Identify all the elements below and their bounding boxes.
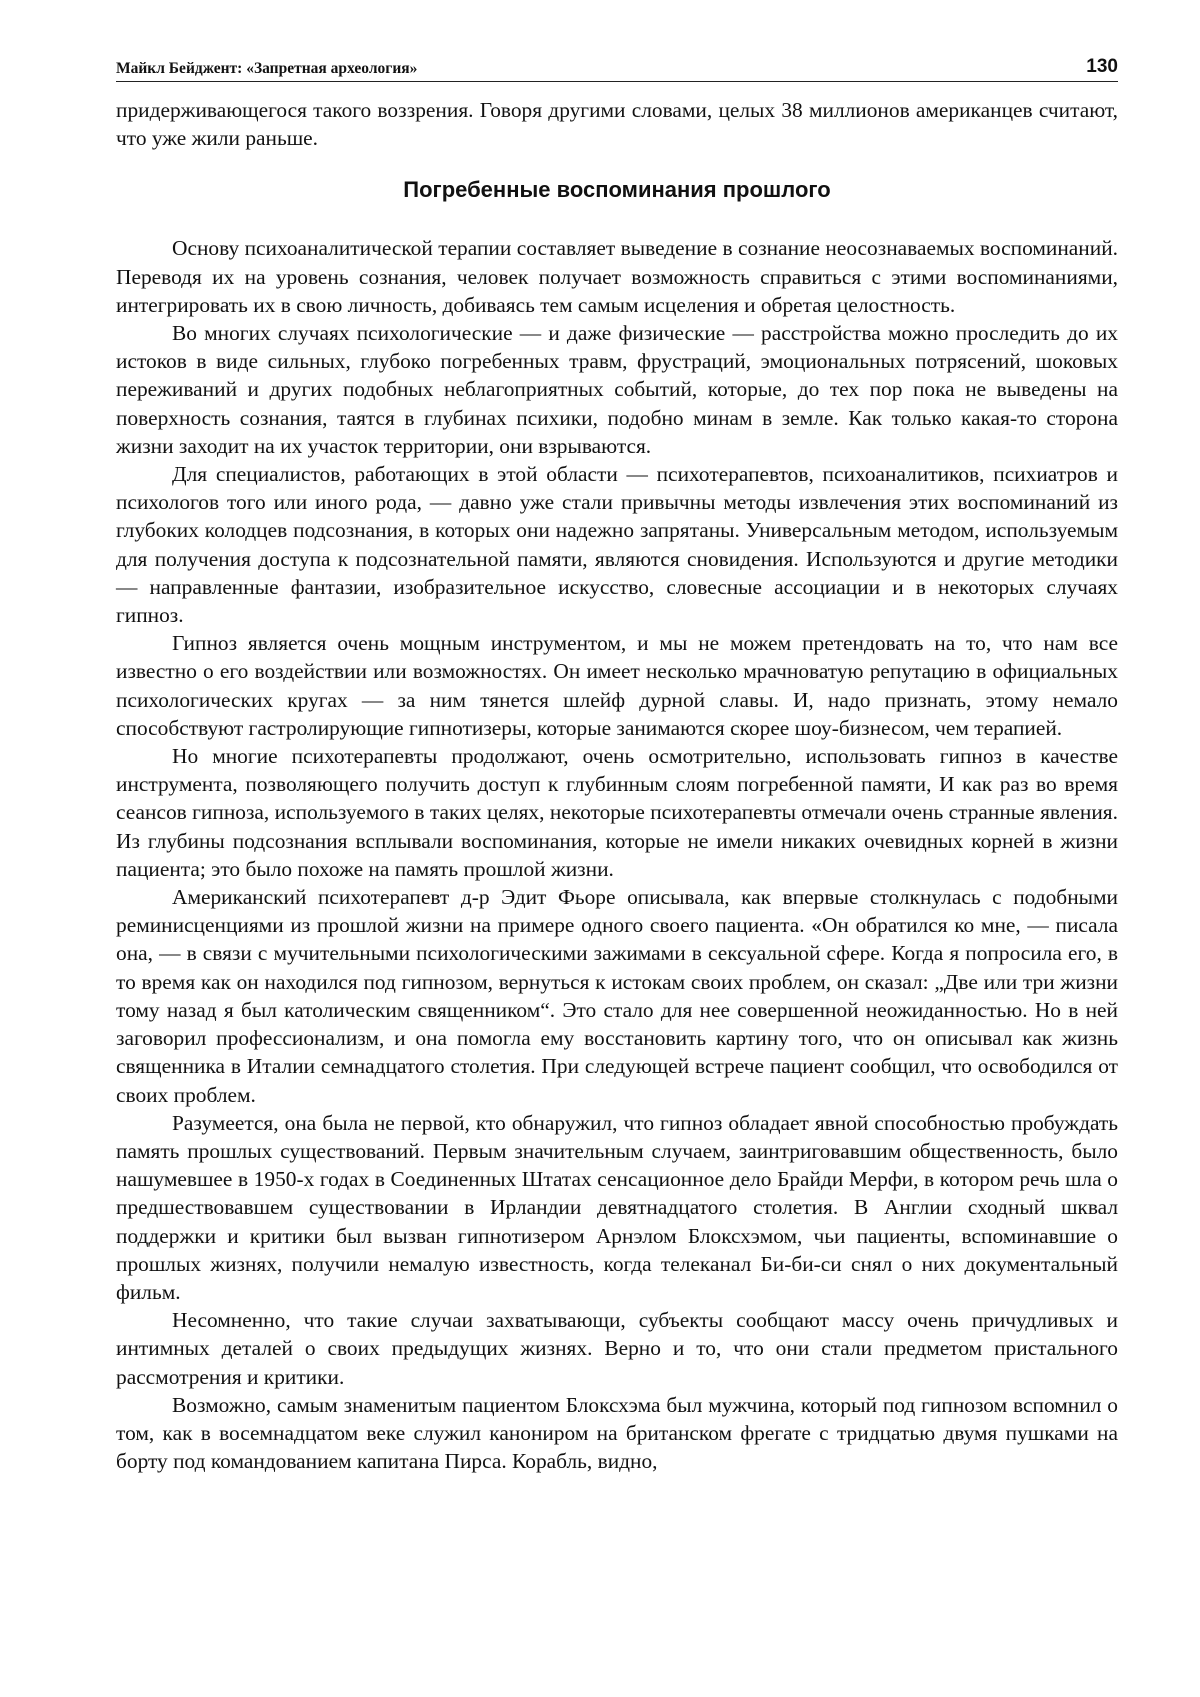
lead-paragraph: придерживающегося такого воззрения. Говоря другими словами, целых 38 миллионов американцев считают, что уже жили раньше. [116,98,1118,151]
paragraph: Американский психотерапевт д-р Эдит Фьоре описывала, как впервые столкнулась с подобными реминисценциями из прошлой жизни на примере одного своего пациента. «Он обратился ко мне, — писала она, — в связи с мучительными психологическими зажимами в сексуальной сфере. Когда я попросила его, в то время как он находился под гипнозом, вернуться к истокам своих проблем, он сказал: „Две или три жизни тому назад я был католическим священником“. Это стало для нее совершенной неожиданностью. Но в ней заговорил профессионализм, и она помогла ему восстановить картину того, что он описывал как жизнь священника в Италии семнадцатого столетия. При следующей встрече пациент сообщил, что освободился от своих проблем. [116,885,1118,1107]
book-title: Майкл Бейджент: «Запретная археология» [116,60,418,77]
running-header [116,52,1118,82]
paragraph: Разумеется, она была не первой, кто обнаружил, что гипноз обладает явной способностью пробуждать память прошлых существований. Первым значительным случаем, заинтриговавшим общественность, было нашумевшее в 1950-х годах в Соединенных Штатах сенсационное дело Брайди Мерфи, в котором речь шла о предшествовавшем существовании в Ирландии девятнадцатого столетия. В Англии сходный шквал поддержки и критики был вызван гипнотизером Арнэлом Блоксхэмом, чьи пациенты, вспоминавшие о прошлых жизнях, получили немалую известность, когда телеканал Би-би-си снял о них документальный фильм. [116,1110,1118,1304]
paragraph: Несомненно, что такие случаи захватывающи, субъекты сообщают массу очень причудливых и интимных деталей о своих предыдущих жизнях. Верно и то, что они стали предметом пристального рассмотрения и критики. [116,1308,1118,1389]
paragraph: Во многих случаях психологические — и даже физические — расстройства можно проследить до их истоков в виде сильных, глубоко погребенных травм, фрустраций, эмоциональных потрясений, шоковых переживаний и других подобных неблагоприятных событий, которые, до тех пор пока не выведены на поверхность сознания, таятся в глубинах психики, подобно минам в земле. Как только какая-то сторона жизни заходит на их участок территории, они взрываются. [116,321,1118,458]
paragraph: Гипноз является очень мощным инструментом, и мы не можем претендовать на то, что нам все известно о его воздействии или возможностях. Он имеет несколько мрачноватую репутацию в официальных психологических кругах — за ним тянется шлейф дурной славы. И, надо признать, этому немало способствуют гастролирующие гипнотизеры, которые занимаются скорее шоу-бизнесом, чем терапией. [116,631,1118,740]
paragraph: Возможно, самым знаменитым пациентом Блоксхэма был мужчина, который под гипнозом вспомнил о том, как в восемнадцатом веке служил канониром на британском фрегате с тридцатью двумя пушками на борту под командованием капитана Пирса. Корабль, видно, [116,1392,1118,1474]
paragraph: Основу психоаналитической терапии составляет выведение в сознание неосознаваемых воспоминаний. Переводя их на уровень сознания, человек получает возможность справиться с этими воспоминаниями, интегрировать их в свою личность, добиваясь тем самым исцеления и обретая целостность. [116,236,1118,317]
document-page [116,52,1118,1475]
paragraph: Но многие психотерапевты продолжают, очень осмотрительно, использовать гипноз в качестве инструмента, позволяющего получить доступ к глубинным слоям погребенной памяти, И как раз во время сеансов гипноза, используемого в таких целях, некоторые психотерапевты отмечали очень странные явления. Из глубины подсознания всплывали воспоминания, которые не имели никаких очевидных корней в жизни пациента; это было похоже на память прошлой жизни. [116,744,1118,881]
page-number: 130 [1086,56,1118,77]
section-heading: Погребенные воспоминания прошлого [403,177,831,203]
paragraph: Для специалистов, работающих в этой области — психотерапевтов, психоаналитиков, психиатров и психологов того или иного рода, — давно уже стали привычны методы извлечения этих воспоминаний из глубоких колодцев подсознания, в которых они надежно запрятаны. Универсальным методом, используемым для получения доступа к подсознательной памяти, являются сновидения. Используются и другие методики — направленные фантазии, изобразительное искусство, словесные ассоциации и в некоторых случаях гипноз. [116,462,1118,628]
section-body [116,234,1118,1475]
